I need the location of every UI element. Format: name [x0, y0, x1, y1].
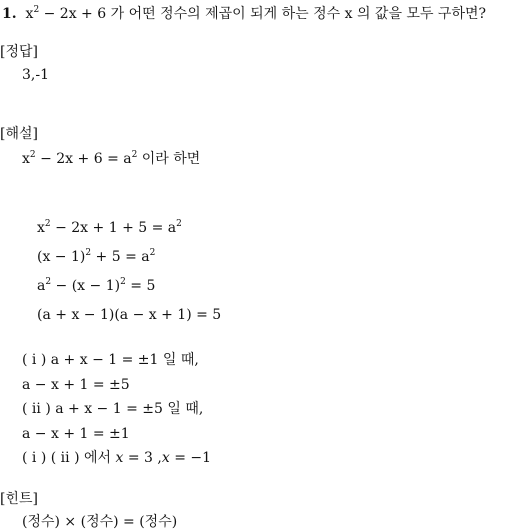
hint-heading: [힌트]	[0, 491, 38, 507]
problem-statement	[2, 5, 486, 23]
problem-text: $x^2 - 2x + 6$ 가 어떤 정수의 제곱이 되게 하는 정수 x 의 값을 모두 구하면?	[25, 5, 486, 22]
problem-number: 1.	[2, 6, 17, 22]
case-1-result: a − x + 1 = ±5	[22, 377, 130, 393]
case-1-condition: ( ⅰ ) a + x − 1 = ±1 일 때,	[22, 352, 199, 368]
answer-heading: [정답]	[0, 44, 38, 60]
case-2-result: a − x + 1 = ±1	[22, 426, 130, 442]
equation-step-2: $(x - 1)^2 + 5 = a^2$	[37, 248, 156, 265]
solution-heading: [해설]	[0, 126, 38, 142]
equation-step-4: (a + x − 1)(a − x + 1) = 5	[37, 307, 222, 323]
answer-value: 3,-1	[22, 67, 49, 83]
equation-step-1: $x^2 - 2x + 1 + 5 = a^2$	[37, 219, 182, 236]
hint-text: (정수) × (정수) = (정수)	[22, 514, 178, 530]
solution-conclusion: ( ⅰ ) ( ⅱ ) 에서 x = 3 ,x = −1	[22, 450, 212, 466]
case-2-condition: ( ⅱ ) a + x − 1 = ±5 일 때,	[22, 401, 204, 417]
solution-intro: $x^2 - 2x + 6 = a^2$ 이라 하면	[22, 150, 201, 167]
equation-step-3: $a^2 - (x - 1)^2 = 5$	[37, 277, 156, 294]
